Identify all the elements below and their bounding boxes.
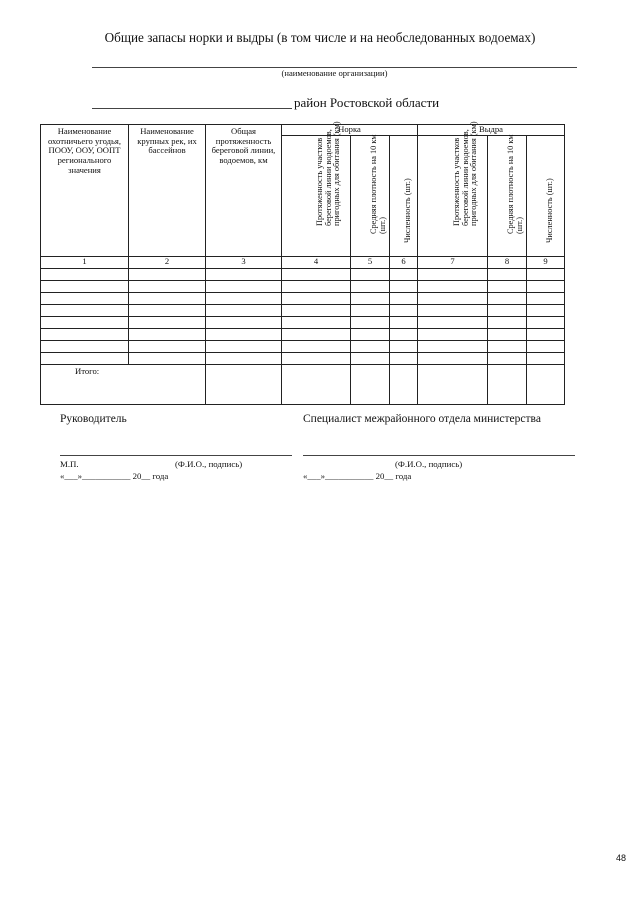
- header-hunting-ground: Наименование охотничьего угодья, ПООУ, ООУ, ООПТ регионального значения: [41, 125, 129, 257]
- table-row: [41, 304, 565, 316]
- mink-habitat-length-header: Протяженность участков береговой линии водоемов, пригодных для обитания (км): [282, 135, 351, 256]
- page-number: 48: [615, 853, 626, 863]
- table-row: [41, 340, 565, 352]
- specialist-date-line: «___»___________ 20__ года: [303, 471, 412, 481]
- organization-caption: (наименование организации): [281, 68, 388, 78]
- table-row: [41, 328, 565, 340]
- column-number: 5: [351, 256, 390, 268]
- otter-count-header: Численность (шт.): [527, 135, 565, 256]
- table-row: [41, 292, 565, 304]
- document-title: Общие запасы норки и выдры (в том числе и на необследованных водоемах): [104, 30, 536, 45]
- column-number: 6: [390, 256, 418, 268]
- header-rivers: Наименование крупных рек, их бассейнов: [129, 125, 206, 257]
- reserves-table: [40, 120, 565, 405]
- column-number: 7: [418, 256, 488, 268]
- mink-count-header: Численность (шт.): [390, 135, 418, 256]
- header-mink: Норка: [282, 125, 418, 136]
- table-row: [41, 316, 565, 328]
- column-number: 4: [282, 256, 351, 268]
- column-number: 2: [129, 256, 206, 268]
- otter-density-header: Средняя плотность на 10 км (шт.): [488, 135, 527, 256]
- manager-fio-caption: (Ф.И.О., подпись): [175, 459, 243, 469]
- column-number: 3: [206, 256, 282, 268]
- header-otter: Выдра: [418, 125, 565, 136]
- column-number: 1: [41, 256, 129, 268]
- table-row: [41, 352, 565, 364]
- specialist-title: Специалист межрайонного отдела министерства: [303, 413, 541, 425]
- manager-date-line: «___»___________ 20__ года: [60, 471, 169, 481]
- column-number-row: [41, 256, 565, 268]
- otter-habitat-length-header: Протяженность участков береговой линии водоемов, пригодных для обитания (км): [418, 135, 488, 256]
- total-row: [41, 364, 565, 404]
- column-number: 9: [527, 256, 565, 268]
- stamp-label: М.П.: [60, 459, 79, 469]
- table-row: [41, 280, 565, 292]
- table-row: [41, 268, 565, 280]
- specialist-fio-caption: (Ф.И.О., подпись): [395, 459, 463, 469]
- district-label: район Ростовской области: [294, 95, 440, 110]
- specialist-signature-line: [303, 455, 575, 456]
- header-length: Общая протяженность береговой линии, водоемов, км: [206, 125, 282, 257]
- mink-density-header: Средняя плотность на 10 км (шт.): [351, 135, 390, 256]
- manager-title: Руководитель: [60, 413, 127, 425]
- manager-signature-line: [60, 455, 292, 456]
- column-number: 8: [488, 256, 527, 268]
- total-label: Итого:: [41, 364, 206, 404]
- district-line: [92, 108, 292, 109]
